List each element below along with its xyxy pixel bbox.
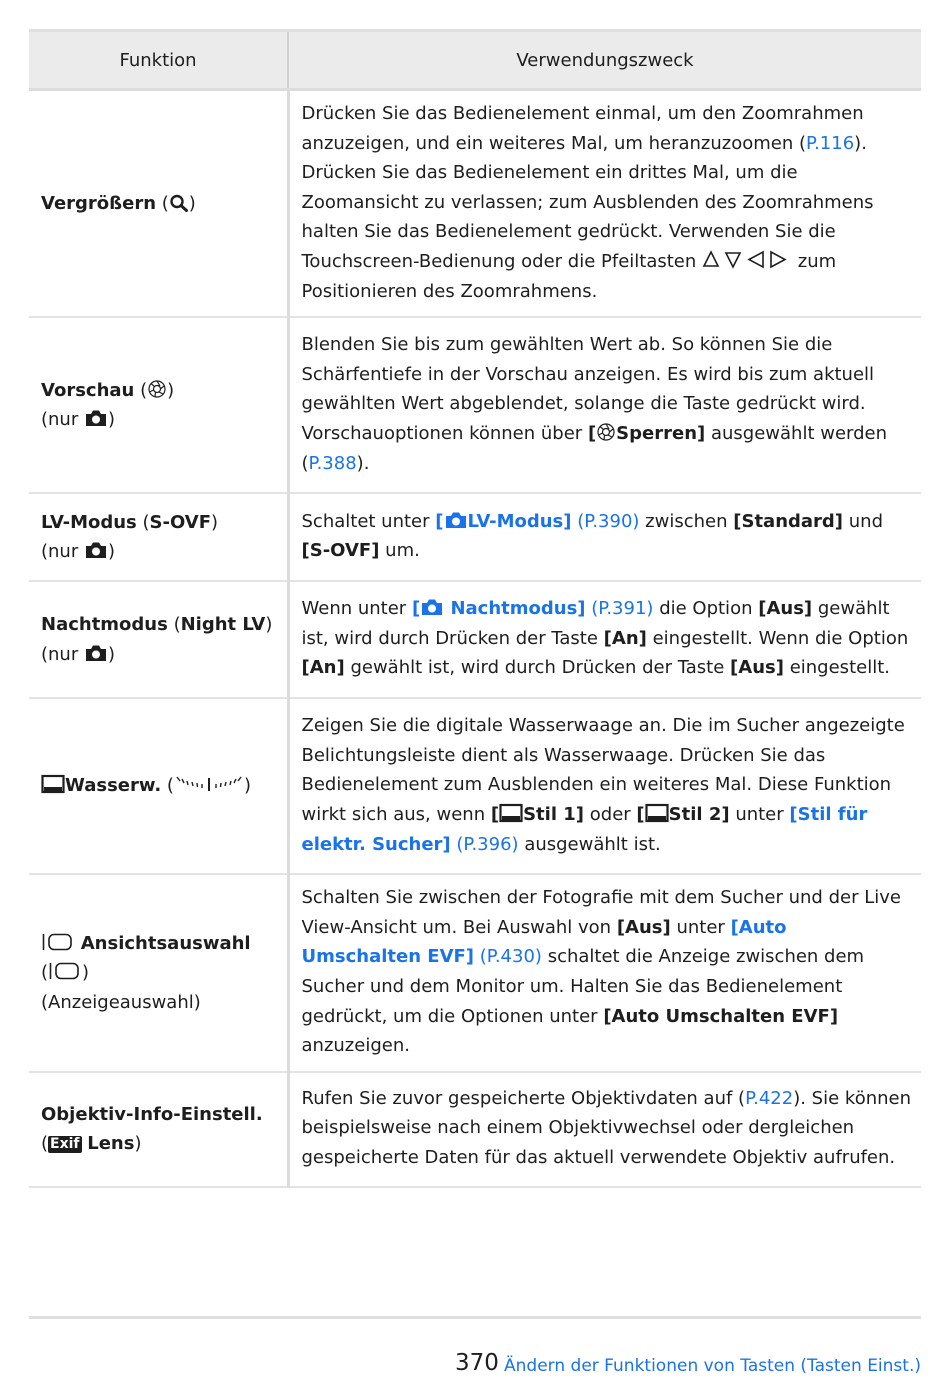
option-standard: [Standard] (733, 510, 844, 532)
stil-sucher-link[interactable]: [Stil für elektr. Sucher] (301, 803, 868, 855)
view-selector-icon (41, 932, 75, 952)
description-text: Zeigen Sie die digitale Wasserwaage an. Die im Sucher angezeigte Belichtungsleiste dient als Wasserwaage. Drücken Sie das Bedienelement zum Ausblenden ein weiteres Mal. Diese Funktion wirkt sich aus, wenn (301, 715, 905, 825)
nachtmodus-link[interactable]: [ Nachtmodus] (411, 598, 586, 620)
table-row (29, 90, 921, 318)
auto-umschalten-evf-link[interactable]: [Auto Umschalten EVF] (301, 916, 787, 968)
table-row (29, 317, 921, 493)
only-label: (nur (41, 541, 79, 563)
description-text: Drücken Sie das Bedienelement einmal, um den Zoomrahmen anzuzeigen, und ein weiteres Mal, um heranzuzoomen ( (301, 103, 864, 154)
option-stil-2: Stil 2] (668, 803, 730, 825)
only-label: (nur (41, 409, 79, 431)
view-selector-icon (48, 961, 82, 981)
page-reference-link[interactable]: (P.390) (577, 510, 640, 532)
table-row (29, 874, 921, 1072)
function-subname: Lens (87, 1133, 135, 1155)
description-text: und (848, 510, 884, 532)
description-cell: Blenden Sie bis zum gewählten Wert ab. So können Sie die Schärfentiefe in der Vorschau anzeigen. Es wird bis zum aktuell gewählten Wert abgeblendet, solange die Taste gedrückt wird. Vorschauoptionen können über [ Sperren] ausgewählt werden (P.388). (288, 317, 921, 493)
header-funktion: Funktion (29, 31, 288, 90)
description-text: ). Sie können beispielsweise nach einem Objektivwechsel oder dergleichen gespeicherte Daten für das aktuell verwendete Objektiv aufrufen. (301, 1087, 912, 1169)
description-text: eingestellt. (789, 657, 890, 679)
lv-modus-link[interactable]: [ LV-Modus] (435, 510, 572, 532)
option-auto-umschalten-evf: [Auto Umschalten EVF] (603, 1005, 839, 1027)
preview-aperture-icon (596, 422, 616, 442)
description-text: Rufen Sie zuvor gespeicherte Objektivdaten auf ( (301, 1087, 746, 1109)
description-text: anzuzeigen. (301, 1035, 410, 1057)
header-verwendungszweck: Verwendungszweck (288, 31, 921, 90)
option-aus: [Aus] (616, 916, 671, 938)
description-text: ausgewählt ist. (524, 833, 661, 855)
description-cell (288, 493, 921, 581)
option-an: [An] (301, 657, 345, 679)
camera-icon (84, 643, 108, 663)
function-name: Ansichtsauswahl (80, 932, 251, 954)
table-row (29, 581, 921, 698)
function-name: Wasserw. (65, 775, 162, 797)
table-header-row (29, 31, 921, 90)
description-cell (288, 90, 921, 318)
function-name: Objektiv-Info-Einstell. (41, 1103, 263, 1125)
description-cell: Zeigen Sie die digitale Wasserwaage an. Die im Sucher angezeigte Belichtungsleiste dient als Wasserwaage. Drücken Sie das Bedienelement zum Ausblenden ein weiteres Mal. Diese Funktion wirkt sich aus, wenn [ Stil 1] oder [ Stil 2] unter [Stil für elektr. Sucher] (P.396) ausgewählt ist. (288, 698, 921, 874)
camera-icon (444, 510, 468, 530)
footer-divider (29, 1316, 921, 1319)
function-cell: Vorschau ( ) (nur ) (29, 317, 288, 493)
magnifier-icon (169, 194, 189, 212)
description-text: Blenden Sie bis zum gewählten Wert ab. So können Sie die Schärfentiefe in der Vorschau anzeigen. Es wird bis zum aktuell gewählten Wert abgeblendet, solange die Taste gedrückt wird. Vorschauoptionen können über (301, 334, 875, 444)
function-cell: Wasserw. ( ) (29, 698, 288, 874)
section-title-link[interactable]: Ändern der Funktionen von Tasten (Tasten Einst.) (504, 1356, 921, 1376)
function-cell: Ansichtsauswahl ( ) (Anzeigeauswahl) (29, 874, 288, 1072)
description-text: unter (676, 916, 725, 938)
description-cell (288, 581, 921, 698)
page-reference-link[interactable]: P.422 (745, 1087, 794, 1109)
camera-icon (84, 408, 108, 428)
description-text: Wenn unter (301, 598, 407, 620)
page-reference-link[interactable]: P.388 (308, 452, 357, 474)
function-cell: Objektiv-Info-Einstell. ( Exif Lens) (29, 1072, 288, 1187)
table-row (29, 698, 921, 874)
description-text: ausgewählt werden ( (301, 422, 888, 474)
description-text: um. (385, 540, 420, 562)
description-text: zum Positionieren des Zoomrahmens. (301, 250, 837, 302)
function-name: Vorschau (41, 379, 135, 401)
function-subname: (Anzeigeauswahl) (41, 991, 201, 1013)
description-cell (288, 874, 921, 1072)
description-text: ). Drücken Sie das Bedienelement ein drittes Mal, um die Zoomansicht zu verlassen; zum Ausblenden des Zoomrahmens halten Sie das Bedienelement gedrückt. Verwenden Sie die Touchscreen-Bedienung oder die Pfeiltasten (301, 132, 874, 272)
function-subname: Night LV (180, 614, 266, 636)
description-text: die Option (659, 598, 753, 620)
option-stil-1: Stil 1] (523, 803, 585, 825)
only-label: (nur (41, 643, 79, 665)
function-name: Nachtmodus (41, 614, 168, 636)
description-text: oder (589, 803, 631, 825)
description-text: Schaltet unter (301, 510, 430, 532)
monitor-icon (499, 803, 523, 823)
description-text: unter (735, 803, 784, 825)
page-reference-link[interactable]: (P.396) (456, 833, 519, 855)
option-aus: [Aus] (730, 657, 784, 679)
table-row (29, 1072, 921, 1187)
description-text: schaltet die Anzeige zwischen dem Sucher und dem Monitor um. Halten Sie das Bedienelement gedrückt, um die Optionen unter (301, 946, 865, 1027)
function-cell: Nachtmodus (Night LV) (nur ) (29, 581, 288, 698)
option-an: [An] (603, 627, 647, 649)
description-text: gewählt ist, wird durch Drücken der Taste (301, 598, 890, 649)
function-subname: S-OVF (149, 511, 212, 533)
arrow-keys-icon (702, 250, 792, 270)
function-cell: LV-Modus (S-OVF) (nur ) (29, 493, 288, 581)
description-text: Schalten Sie zwischen der Fotografie mit dem Sucher und der Live View-Ansicht um. Bei Auswahl von (301, 887, 901, 938)
page-reference-link[interactable]: (P.430) (479, 946, 542, 968)
page-number: 370 (455, 1350, 499, 1376)
option-sperren: Sperren] (616, 422, 706, 444)
camera-icon (420, 597, 444, 617)
level-gauge-icon (174, 774, 244, 794)
function-cell: Vergrößern ( ) (29, 90, 288, 318)
function-name: LV-Modus (41, 511, 137, 533)
description-text: eingestellt. Wenn die Option (652, 627, 909, 649)
description-cell (288, 1072, 921, 1187)
description-text: ). (356, 452, 370, 474)
page-reference-link[interactable]: (P.391) (591, 598, 654, 620)
page-reference-link[interactable]: P.116 (806, 132, 855, 154)
function-name: Vergrößern (41, 192, 157, 214)
preview-aperture-icon (147, 379, 167, 399)
exif-badge-icon: Exif (50, 1136, 80, 1153)
camera-icon (84, 540, 108, 560)
option-s-ovf: [S-OVF] (301, 540, 380, 562)
table-row (29, 493, 921, 581)
function-table (29, 29, 921, 1188)
monitor-icon (41, 774, 65, 794)
description-text: zwischen (645, 510, 728, 532)
option-aus: [Aus] (758, 598, 813, 620)
monitor-icon (645, 803, 669, 823)
description-text: gewählt ist, wird durch Drücken der Taste (350, 657, 725, 679)
